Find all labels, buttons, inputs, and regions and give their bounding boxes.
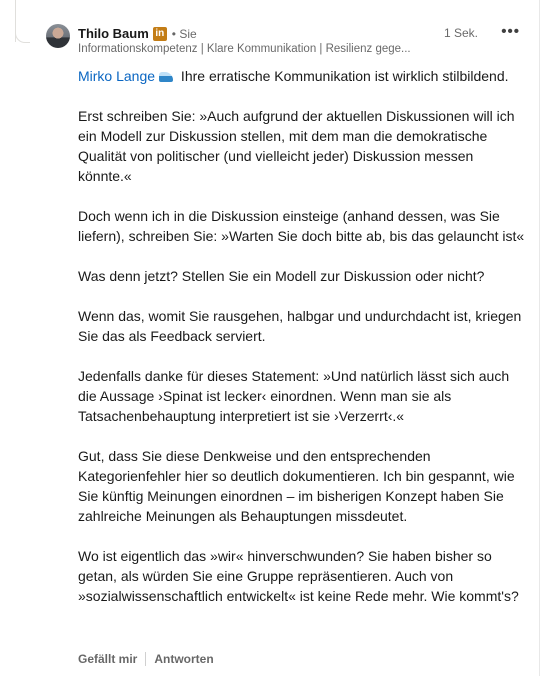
author-headline: Informationskompetenz | Klare Kommunikation | Resilienz gege... [78,43,411,55]
comment-paragraph [78,66,528,86]
comment-paragraph: Wo ist eigentlich das »wir« hinverschwunden? Sie haben bisher so getan, als würden Sie eine Gruppe repräsentieren. Auch von »sozialwissenschaftlich entwickelt« ist keine Rede mehr. Wie kommt's? [78,548,519,604]
comment-paragraph: Jedenfalls danke für dieses Statement: »Und natürlich lässt sich auch die Aussage ›Spinat ist lecker‹ einordnen. Wenn man sie als Tatsachenbehauptung interpretiert ist sie ›Verzerrt‹.« [78,368,510,424]
like-button[interactable]: Gefällt mir [78,652,138,666]
more-options-icon[interactable]: ••• [501,23,520,40]
comment-paragraph: Gut, dass Sie diese Denkweise und den entsprechenden Kategorienfehler hier so deutlich dokumentieren. Ich bin gespannt, wie Sie künftig Meinungen einordnen – im bisherigen Konzept haben Sie zahlreiche Meinungen als Behauptungen missdeutet. [78,448,515,524]
reply-button[interactable]: Antworten [154,652,214,666]
thread-connector [15,26,30,43]
comment-actions [78,652,214,666]
timestamp: 1 Sek. [443,26,478,40]
comment-first-line: Ihre erratische Kommunikation ist wirklich stilbildend. [177,68,509,84]
you-label: • Sie [171,26,197,41]
wave-emoji-icon [159,72,173,82]
author-name[interactable]: Thilo Baum [78,26,149,41]
comment-paragraph: Wenn das, womit Sie rausgehen, halbgar und undurchdacht ist, kriegen Sie das als Feedback serviert. [78,308,522,344]
avatar[interactable] [46,24,70,48]
comment-paragraph: Doch wenn ich in die Diskussion einsteige (anhand dessen, was Sie liefern), schreiben Sie: »Warten Sie doch bitte ab, bis das gelauncht ist« [78,208,525,244]
comment-paragraph: Erst schreiben Sie: »Auch aufgrund der aktuellen Diskussionen will ich ein Modell zur Diskussion stellen, mit dem man die demokratische Qualität von politischer (und vielleicht jeder) Diskussion messen könnte.« [78,108,515,184]
comment-paragraph: Was denn jetzt? Stellen Sie ein Modell zur Diskussion oder nicht? [78,268,485,284]
mention-link[interactable]: Mirko Lange [78,68,156,84]
comment-header [78,25,520,55]
comment-body [78,66,528,626]
action-divider [145,652,146,666]
linkedin-premium-icon: in [153,27,167,41]
